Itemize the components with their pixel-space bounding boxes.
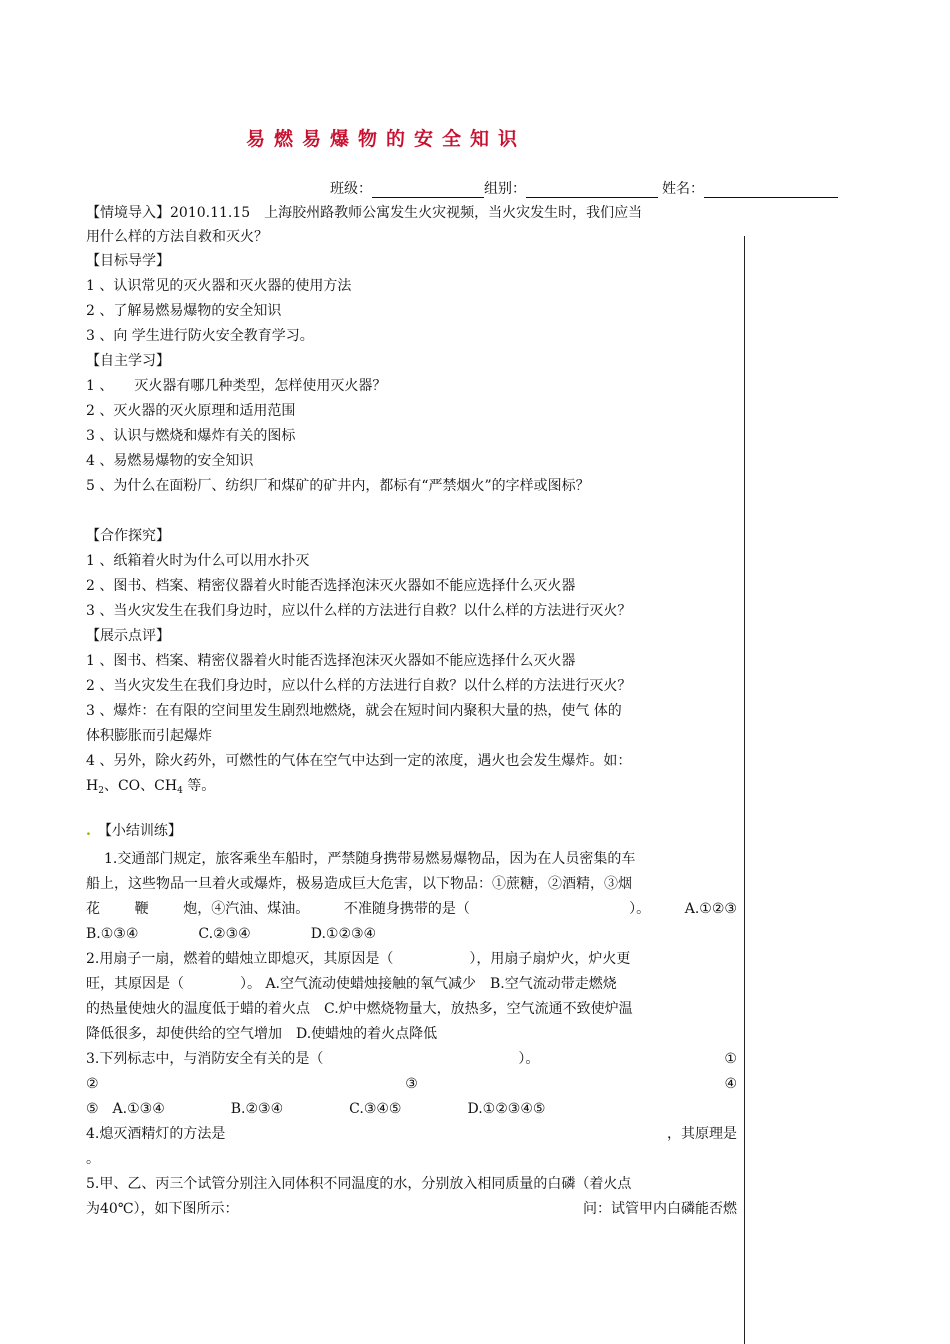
q2-text: ），用扇子扇炉火，炉火更 xyxy=(469,951,631,967)
sign-label: ③ xyxy=(405,1076,418,1092)
self-study-heading: 【自主学习】 xyxy=(86,353,170,369)
class-blank xyxy=(372,183,484,198)
q3-line-1 xyxy=(86,1050,737,1068)
class-label: 班级： xyxy=(330,181,372,197)
self-study-item: 4 、易燃易爆物的安全知识 xyxy=(86,453,254,469)
display-item: 体积膨胀而引起爆炸 xyxy=(86,728,212,744)
formula-h: H xyxy=(86,778,99,794)
cooperate-item: 2 、图书、档案、精密仪器着火时能否选择泡沫灭火器如不能应选择什么灭火器 xyxy=(86,578,576,594)
q3-line-2 xyxy=(86,1075,737,1093)
formula-subscript: 2 xyxy=(98,786,104,796)
q2-text: 2.用扇子一扇，燃着的蜡烛立即熄灭，其原因是（ xyxy=(86,951,394,967)
q3-line-3 xyxy=(86,1100,545,1118)
q1-line-2: 船上，这些物品一旦着火或爆炸，极易造成巨大危害，以下物品：①蔗糖，②酒精，③烟 xyxy=(86,876,632,892)
q5-text: 为40℃），如下图所示： xyxy=(86,1201,239,1217)
q3-option-d: D.①②③④⑤ xyxy=(467,1101,546,1117)
q1-text: 炮，④汽油、煤油。 xyxy=(183,901,310,917)
goals-heading: 【目标导学】 xyxy=(86,253,170,269)
page-title: 易燃易爆物的安全知识 xyxy=(246,128,527,150)
summary-heading: 【小结训练】 xyxy=(104,823,182,839)
q2-line-4: 降低很多，却使供给的空气增加 D.使蜡烛的着火点降低 xyxy=(86,1026,438,1042)
display-item: 2 、当火灾发生在我们身边时，应以什么样的方法进行自救？以什么样的方法进行灭火？ xyxy=(86,678,632,694)
display-item: 1 、图书、档案、精密仪器着火时能否选择泡沫灭火器如不能应选择什么灭火器 xyxy=(86,653,576,669)
q2-line-3: 的热量使烛火的温度低于蜡的着火点 C.炉中燃烧物量大，放热多，空气流通不致使炉温 xyxy=(86,1001,633,1017)
display-item: 3 、爆炸：在有限的空间里发生剧烈地燃烧，就会在短时间内聚积大量的热，使气 体的 xyxy=(86,703,622,719)
group-label: 组别： xyxy=(484,181,526,197)
sign-label: ① xyxy=(724,1051,737,1067)
self-study-item: 1 、 灭火器有哪几种类型，怎样使用灭火器？ xyxy=(86,378,387,394)
q3-gap xyxy=(577,1050,687,1068)
display-heading: 【展示点评】 xyxy=(86,628,170,644)
q4-text: ，其原理是 xyxy=(667,1126,737,1142)
group-blank xyxy=(526,183,658,198)
q3-option-b: B.②③④ xyxy=(230,1101,284,1117)
q3-text: 3.下列标志中，与消防安全有关的是（ xyxy=(86,1051,324,1067)
q3-text: ）。 xyxy=(518,1051,540,1067)
q1-text: ）。 xyxy=(629,901,651,917)
goal-item: 2 、了解易燃易爆物的安全知识 xyxy=(86,303,282,319)
margin-divider-line xyxy=(744,236,745,1344)
formula-tail: 等。 xyxy=(182,778,216,794)
q1-option-b: B.①③④ xyxy=(86,926,139,942)
goal-item: 3 、向 学生进行防火安全教育学习。 xyxy=(86,328,314,344)
cooperate-item: 1 、纸箱着火时为什么可以用水扑灭 xyxy=(86,553,310,569)
q5-line-1: 5.甲、乙、丙三个试管分别注入同体积不同温度的水，分别放入相同质量的白磷（着火点 xyxy=(86,1176,632,1192)
intro-line-2: 用什么样的方法自救和灭火？ xyxy=(86,229,268,245)
q3-option-a: ⑤ A.①③④ xyxy=(86,1101,165,1117)
self-study-item: 2 、灭火器的灭火原理和适用范围 xyxy=(86,403,296,419)
q3-answer-blank xyxy=(361,1050,481,1068)
student-info-row xyxy=(330,178,838,198)
q2-line-1 xyxy=(86,950,630,968)
q5-line-2 xyxy=(86,1200,737,1218)
name-label: 姓名： xyxy=(662,181,704,197)
q2-line-2: 旺，其原因是（ ）。 A.空气流动使蜡烛接触的氧气减少 B.空气流动带走燃烧 xyxy=(86,976,617,992)
self-study-item: 5 、为什么在面粉厂、纺织厂和煤矿的矿井内，都标有“严禁烟火”的字样或图标？ xyxy=(86,478,590,494)
display-item: 4 、另外，除火药外，可燃性的气体在空气中达到一定的浓度，遇火也会发生爆炸。如： xyxy=(86,753,632,769)
q1-text: 不准随身携带的是（ xyxy=(343,901,470,917)
gas-formula-line xyxy=(86,777,215,800)
q5-text: 问：试管甲内白磷能否燃 xyxy=(583,1201,737,1217)
q1-answer-blank xyxy=(505,900,595,918)
q1-line-1: 1.交通部门规定，旅客乘坐车船时，严禁随身携带易燃易爆物品，因为在人员密集的车 xyxy=(104,851,636,867)
name-blank xyxy=(704,183,838,198)
q1-text: 花 xyxy=(86,901,100,917)
sign-label: ④ xyxy=(724,1076,737,1092)
q1-line-3 xyxy=(86,900,737,918)
goal-item: 1 、认识常见的灭火器和灭火器的使用方法 xyxy=(86,278,352,294)
q4-text: 4.熄灭酒精灯的方法是 xyxy=(86,1126,226,1142)
formula-co-ch: 、CO、CH xyxy=(103,778,178,794)
summary-heading-line xyxy=(86,822,182,840)
sign-label: ② xyxy=(86,1076,99,1092)
formula-subscript: 4 xyxy=(177,786,183,796)
q1-option-c: C.②③④ xyxy=(198,926,251,942)
q1-option-a: A.①②③ xyxy=(684,901,737,917)
cooperate-heading: 【合作探究】 xyxy=(86,528,170,544)
q4-line-2: 。 xyxy=(86,1151,100,1167)
dot-mark-icon: . xyxy=(86,823,91,839)
q1-option-d: D.①②③④ xyxy=(310,926,377,942)
q4-line-1 xyxy=(86,1125,737,1143)
intro-line-1: 【情境导入】2010.11.15 上海胶州路教师公寓发生火灾视频，当火灾发生时，我们应当 xyxy=(86,205,643,221)
q1-line-4 xyxy=(86,925,376,943)
cooperate-item: 3 、当火灾发生在我们身边时，应以什么样的方法进行自救？以什么样的方法进行灭火？ xyxy=(86,603,632,619)
q1-text: 鞭 xyxy=(134,901,149,917)
q3-option-c: C.③④⑤ xyxy=(349,1101,402,1117)
self-study-item: 3 、认识与燃烧和爆炸有关的图标 xyxy=(86,428,296,444)
